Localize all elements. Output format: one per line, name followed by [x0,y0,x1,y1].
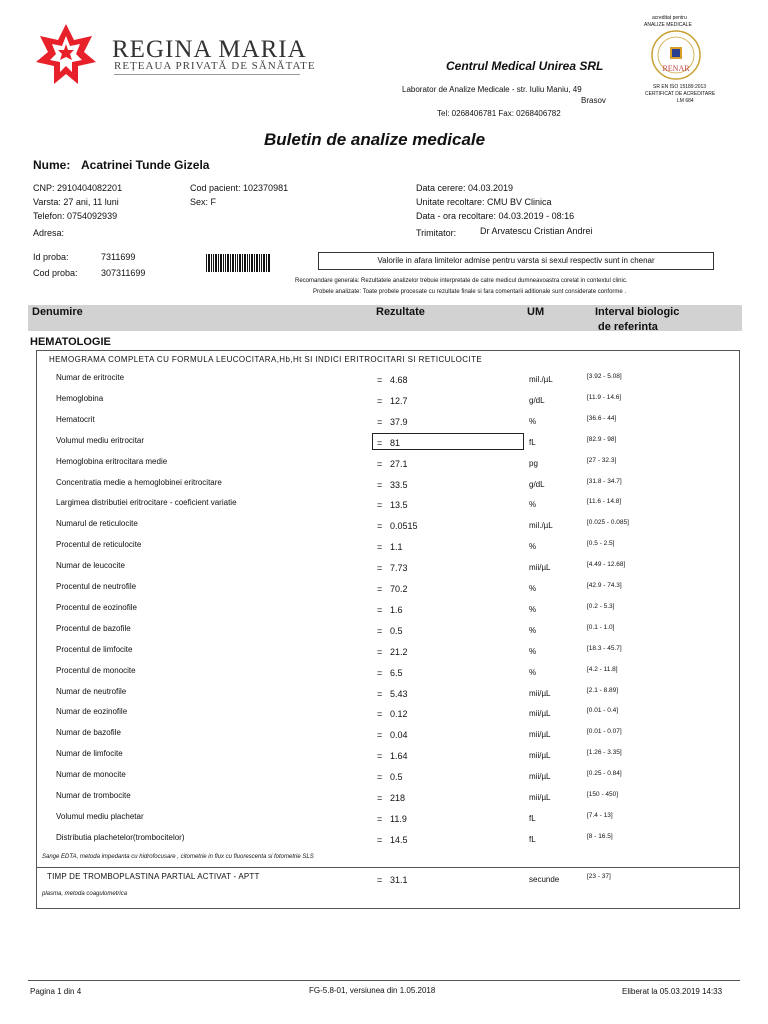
result-eq: = [377,584,383,594]
result-unit: % [529,584,537,593]
referrer-label: Trimitator: [416,228,457,238]
result-reference-range: [8 - 16.5] [587,832,613,840]
referrer-name: Dr Arvatescu Cristian Andrei [480,226,593,236]
result-eq: = [377,667,383,678]
result-reference-range: [2.1 - 8.89] [587,686,619,694]
result-name: Volumul mediu plachetar [56,811,144,821]
result-name: Procentul de monocite [56,665,136,675]
header-denumire: Denumire [32,306,83,318]
result-name: Procentul de bazofile [56,623,131,633]
result-eq: = [377,793,383,803]
header-interval-line2: de referinta [598,321,658,333]
aptt-name: TIMP DE TROMBOPLASTINA PARTIAL ACTIVAT - APTT [47,872,260,881]
result-name: Procentul de limfocite [56,644,133,654]
results-table-header [28,305,742,331]
result-eq: = [377,563,383,574]
result-reference-range: [4.49 - 12.68] [587,561,626,569]
aptt-um: secunde [529,875,560,884]
patient-phone: Telefon: 0754092939 [33,211,118,221]
accreditation-std: SR EN ISO 15189:2013 [653,84,707,90]
result-value: 37.9 [390,416,408,427]
result-eq: = [377,458,383,469]
result-eq: = [377,625,383,636]
accreditation-line1: acreditat pentru [652,15,687,21]
result-reference-range: [0.1 - 1.0] [587,623,615,631]
recommendation-line2: Probele analizate: Toate probele procesate cu rezultate finale si fara comentarii aditionale sunt considerate conforme . [313,289,627,295]
result-unit: mii/µL [529,772,551,782]
collection-unit: Unitate recoltare: CMU BV Clinica [416,197,552,207]
result-value: 1.6 [390,604,403,615]
result-eq: = [377,437,383,448]
clinic-name: Centrul Medical Unirea SRL [446,59,604,73]
result-unit: % [529,667,537,677]
hemogram-title: HEMOGRAMA COMPLETA CU FORMULA LEUCOCITARA,Hb,Ht SI INDICI ERITROCITARI SI RETICULOCITE [49,355,483,364]
result-name: Hemoglobina eritrocitara medie [56,456,168,466]
result-value: 1.1 [390,542,403,553]
result-reference-range: [1.26 - 3.35] [587,749,622,757]
sample-code-label: Cod proba: [33,268,78,278]
clinic-city: Brasov [581,96,606,105]
result-name: Numar de limfocite [56,749,123,759]
sample-code: 307311699 [101,268,146,278]
result-value: 12.7 [390,395,408,406]
result-value: 0.12 [390,709,408,720]
result-unit: g/dL [529,479,545,489]
aptt-eq: = [377,875,383,885]
result-name: Procentul de reticulocite [56,540,142,550]
svg-text:RENAR: RENAR [662,64,690,73]
logo-tagline: REȚEAUA PRIVATĂ DE SĂNĂTATE [114,60,316,72]
result-reference-range: [11.6 - 14.8] [587,498,622,506]
result-unit: mii/µL [529,730,551,740]
result-reference-range: [36.6 - 44] [587,414,617,422]
result-unit: % [529,646,537,656]
result-unit: fL [529,834,536,844]
result-reference-range: [0.01 - 0.07] [587,728,622,736]
result-value: 0.5 [390,625,403,636]
result-value: 1.64 [390,751,408,762]
result-unit: % [529,625,537,635]
result-name: Numar de neutrofile [56,686,127,696]
result-eq: = [377,521,383,532]
clinic-lab-address: Laborator de Analize Medicale - str. Iuliu Maniu, 49 [402,85,582,94]
out-of-range-notice: Valorile in afara limitelor admise pentru varsta si sexul respectiv sunt in chenar [318,252,714,270]
result-eq: = [377,813,383,824]
result-unit: fL [529,813,536,823]
result-unit: mii/µL [529,793,551,802]
aptt-value: 31.1 [390,875,408,885]
result-value: 11.9 [390,813,407,824]
result-name: Numar de monocite [56,770,126,780]
result-name: Numar de leucocite [56,561,125,571]
sample-id: 7311699 [101,252,136,262]
result-unit: % [529,416,537,426]
result-name: Volumul mediu eritrocitar [56,435,145,445]
result-name: Numar de bazofile [56,728,121,738]
recommendation-line1: Recomandare generala: Rezultatele analizelor trebuie interpretate de catre medicul dumneavoastra corelat in contextul clinic. [295,278,628,284]
accreditation-number: LM 684 [677,98,694,104]
aptt-method: plasma, metoda coagulometrica [42,891,128,897]
logo-name: REGINA MARIA [112,36,307,63]
result-name: Numarul de reticulocite [56,519,138,529]
result-reference-range: [0.5 - 2.5] [587,540,615,548]
result-name: Largimea distributiei eritrocitare - coeficient variatie [56,498,237,508]
result-reference-range: [0.01 - 0.4] [587,707,619,715]
patient-age: Varsta: 27 ani, 11 luni [33,197,119,207]
result-value: 4.68 [390,375,408,385]
result-name: Distributia plachetelor(trombocitelor) [56,832,185,842]
result-value: 0.04 [390,730,408,741]
renar-seal-icon [650,29,702,81]
result-eq: = [377,834,383,845]
renar-seal [650,29,702,81]
result-value: 7.73 [390,563,408,574]
result-reference-range: [150 - 450] [587,791,619,798]
logo-cross-icon [34,22,98,86]
result-value: 0.0515 [390,521,418,532]
result-unit: g/dL [529,395,545,405]
collection-datetime: Data - ora recoltare: 04.03.2019 - 08:16 [416,211,575,221]
result-value: 218 [390,793,406,803]
result-reference-range: [31.8 - 34.7] [587,477,622,485]
result-name: Hemoglobina [56,393,104,403]
result-reference-range: [82.9 - 98] [587,435,617,443]
result-eq: = [377,375,383,385]
accreditation-line2: ANALIZE MEDICALE [644,22,692,28]
result-unit: mil./µL [529,375,553,384]
result-unit: mii/µL [529,688,551,698]
result-eq: = [377,772,383,783]
result-eq: = [377,646,383,657]
header-um: UM [527,306,545,318]
sample-id-label: Id proba: [33,252,69,262]
result-reference-range: [11.9 - 14.6] [587,393,622,401]
result-value: 33.5 [390,479,408,490]
result-reference-range: [42.9 - 74.3] [587,582,622,589]
result-eq: = [377,688,383,699]
result-unit: % [529,542,537,552]
result-eq: = [377,416,383,427]
result-name: Concentratia medie a hemoglobinei eritrocitare [56,477,222,487]
result-name: Numar de eritrocite [56,373,125,382]
result-name: Hematocrit [56,414,95,424]
footer-page: Pagina 1 din 4 [30,987,82,996]
accreditation-cert: CERTIFICAT DE ACREDITARE [645,91,716,97]
result-unit: mii/µL [529,709,551,719]
result-value: 81 [390,437,401,448]
footer-issued: Eliberat la 05.03.2019 14:33 [622,987,723,996]
result-reference-range: [27 - 32.3] [587,456,617,464]
patient-sex: Sex: F [190,197,217,207]
document-title: Buletin de analize medicale [264,130,486,149]
footer-divider [28,980,740,981]
result-unit: mii/µL [529,563,551,573]
result-name: Procentul de eozinofile [56,602,137,612]
logo-underline [114,74,300,75]
header-interval-line1: Interval biologic [595,306,680,318]
result-value: 5.43 [390,688,408,699]
result-value: 13.5 [390,500,408,511]
result-value: 14.5 [390,834,408,845]
result-value: 21.2 [390,646,408,657]
patient-name: Acatrinei Tunde Gizela [81,158,210,172]
result-name: Numar de eozinofile [56,707,128,717]
result-unit: % [529,500,537,510]
result-eq: = [377,479,383,490]
patient-name-label: Nume: [33,158,71,172]
footer-form: FG-5.8-01, versiunea din 1.05.2018 [309,986,436,995]
result-value: 70.2 [390,584,408,594]
patient-code: Cod pacient: 102370981 [190,183,289,193]
hemogram-method: Sange EDTA, metoda impedanta cu hidrofocusare , citometrie in flux cu fluorescenta si fotometrie SLS [42,854,314,860]
result-reference-range: [0.025 - 0.085] [587,519,629,527]
result-value: 6.5 [390,667,403,678]
result-eq: = [377,604,383,615]
result-unit: % [529,604,537,614]
result-eq: = [377,395,383,406]
result-unit: pg [529,458,538,468]
result-name: Numar de trombocite [56,791,131,800]
result-name: Procentul de neutrofile [56,582,137,591]
result-unit: mii/µL [529,751,551,761]
result-eq: = [377,542,383,553]
patient-address: Adresa: [33,228,65,238]
request-date: Data cerere: 04.03.2019 [416,183,514,193]
barcode-icon [206,254,270,272]
aptt-ref: [23 - 37] [587,873,611,880]
result-value: 27.1 [390,458,408,469]
result-reference-range: [0.2 - 5.3] [587,602,615,610]
result-reference-range: [3.92 - 5.08] [587,373,622,380]
section-title: HEMATOLOGIE [30,336,111,348]
header-rezultate: Rezultate [376,306,425,318]
result-reference-range: [7.4 - 13] [587,811,613,819]
result-unit: mil./µL [529,521,553,531]
hemogram-block [36,350,740,868]
clinic-phone: Tel: 0268406781 Fax: 0268406782 [437,109,561,118]
result-eq: = [377,709,383,720]
result-eq: = [377,751,383,762]
result-reference-range: [18.3 - 45.7] [587,644,622,652]
result-reference-range: [0.25 - 0.84] [587,770,622,778]
result-value: 0.5 [390,772,403,783]
result-unit: fL [529,437,536,447]
result-reference-range: [4.2 - 11.8] [587,665,618,673]
patient-cnp: CNP: 2910404082201 [33,183,123,193]
result-eq: = [377,500,383,511]
result-eq: = [377,730,383,741]
